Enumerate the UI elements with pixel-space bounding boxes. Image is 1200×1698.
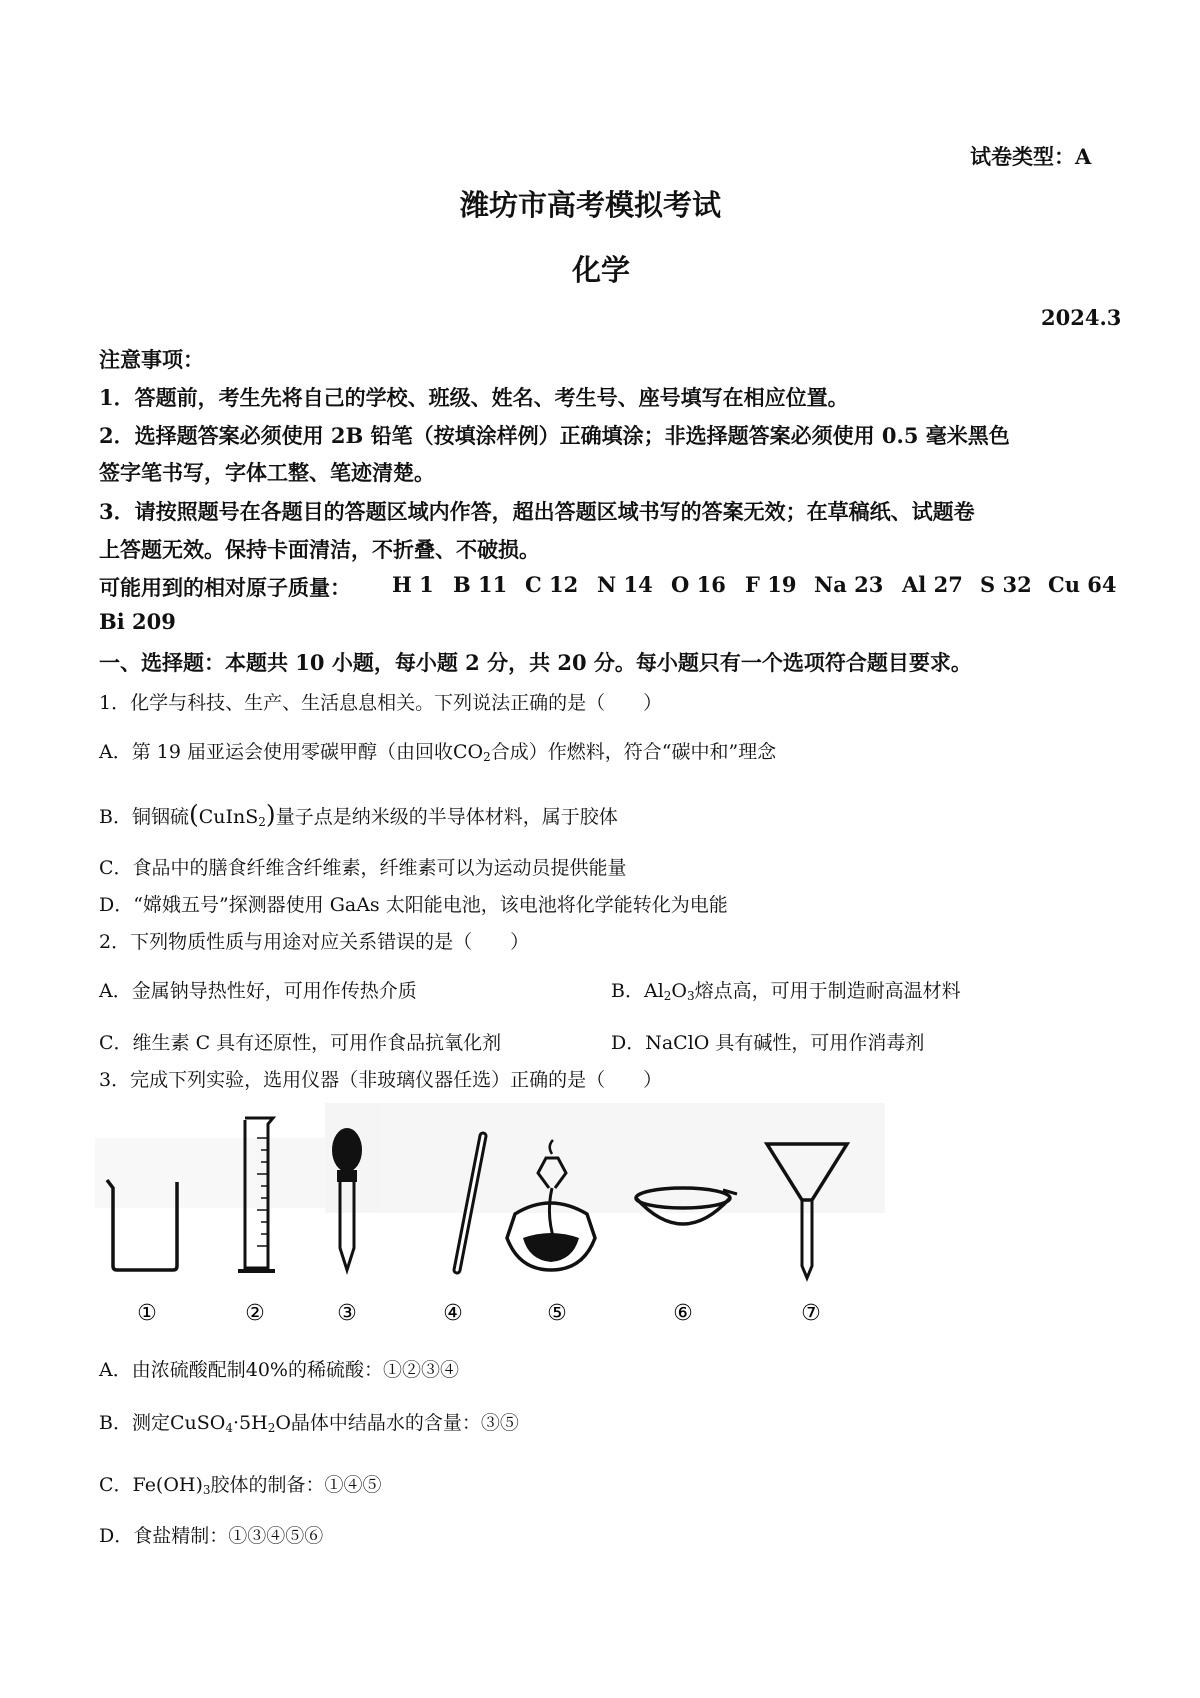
atomic-mass-c: C 12 (525, 572, 579, 597)
atomic-mass-na: Na 23 (814, 572, 884, 597)
q2-option-c: C．维生素 C 具有还原性，可用作食品抗氧化剂 (99, 1032, 502, 1054)
instrument-label-7: ⑦ (801, 1301, 821, 1326)
atomic-mass-cu: Cu 64 (1048, 572, 1117, 597)
q1-option-c: C．食品中的膳食纤维含纤维素，纤维素可以为运动员提供能量 (99, 857, 627, 879)
q2-option-a: A．金属钠导热性好，可用作传热介质 (99, 980, 417, 1002)
q2-stem: 2．下列物质性质与用途对应关系错误的是（ ） (99, 931, 530, 953)
instruments-figure (95, 1098, 935, 1336)
q3-stem: 3．完成下列实验，选用仪器（非玻璃仪器任选）正确的是（ ） (99, 1069, 663, 1091)
instrument-label-2: ② (245, 1301, 265, 1326)
atomic-mass-al: Al 27 (902, 572, 963, 597)
instrument-label-4: ④ (443, 1301, 463, 1326)
atomic-mass-label: 可能用到的相对原子质量： (99, 575, 351, 600)
instrument-label-6: ⑥ (673, 1301, 693, 1326)
section1-heading: 一、选择题：本题共 10 小题，每小题 2 分，共 20 分。每小题只有一个选项符合题目要求。 (99, 650, 972, 675)
atomic-mass-h: H 1 (392, 572, 434, 597)
q1-option-d: D．“嫦娥五号”探测器使用 GaAs 太阳能电池，该电池将化学能转化为电能 (99, 894, 728, 916)
note-item-2-line1: 2．选择题答案必须使用 2B 铅笔（按填涂样例）正确填涂；非选择题答案必须使用 0.5 毫米黑色 (99, 423, 1010, 448)
atomic-mass-o: O 16 (671, 572, 726, 597)
instrument-label-5: ⑤ (547, 1301, 567, 1326)
atomic-mass-bi: Bi 209 (99, 609, 176, 634)
q1-stem: 1．化学与科技、生产、生活息息相关。下列说法正确的是（ ） (99, 692, 663, 714)
instrument-label-1: ① (137, 1301, 157, 1326)
exam-title: 潍坊市高考模拟考试 (460, 188, 722, 222)
atomic-mass-s: S 32 (980, 572, 1032, 597)
atomic-mass-n: N 14 (597, 572, 653, 597)
q1-option-b: B．铜铟硫(CuInS$_2$)量子点是纳米级的半导体材料，属于胶体 (99, 800, 618, 829)
note-item-2-line2: 签字笔书写，字体工整、笔迹清楚。 (99, 460, 435, 485)
atomic-mass-b: B 11 (453, 572, 508, 597)
note-item-3-line1: 3．请按照题号在各题目的答题区域内作答，超出答题区域书写的答案无效；在草稿纸、试题卷 (99, 499, 975, 524)
note-item-1: 1．答题前，考生先将自己的学校、班级、姓名、考生号、座号填写在相应位置。 (99, 385, 849, 410)
atomic-mass-f: F 19 (745, 572, 797, 597)
q1-option-a: A．第 19 届亚运会使用零碳甲醇（由回收$CO_2$合成）作燃料，符合“碳中和”理念 (99, 741, 777, 764)
q3-option-d: D．食盐精制：①③④⑤⑥ (99, 1525, 324, 1547)
paper-type: 试卷类型：A (970, 144, 1092, 169)
q3-option-b: B．测定$CuSO_4\cdot 5H_2O$晶体中结晶水的含量：③⑤ (99, 1412, 519, 1435)
instrument-label-3: ③ (337, 1301, 357, 1326)
q2-option-b: B．$Al_2O_3$熔点高，可用于制造耐高温材料 (611, 980, 961, 1003)
subject-title: 化学 (572, 253, 631, 287)
q3-option-c: C．$Fe(OH)_3$胶体的制备：①④⑤ (99, 1474, 382, 1497)
q3-option-a: A．由浓硫酸配制40%的稀硫酸：①②③④ (99, 1359, 459, 1381)
exam-date: 2024.3 (1041, 305, 1122, 330)
notes-heading: 注意事项： (99, 347, 204, 372)
q2-option-d: D．NaClO 具有碱性，可用作消毒剂 (611, 1032, 925, 1054)
note-item-3-line2: 上答题无效。保持卡面清洁，不折叠、不破损。 (99, 537, 540, 562)
